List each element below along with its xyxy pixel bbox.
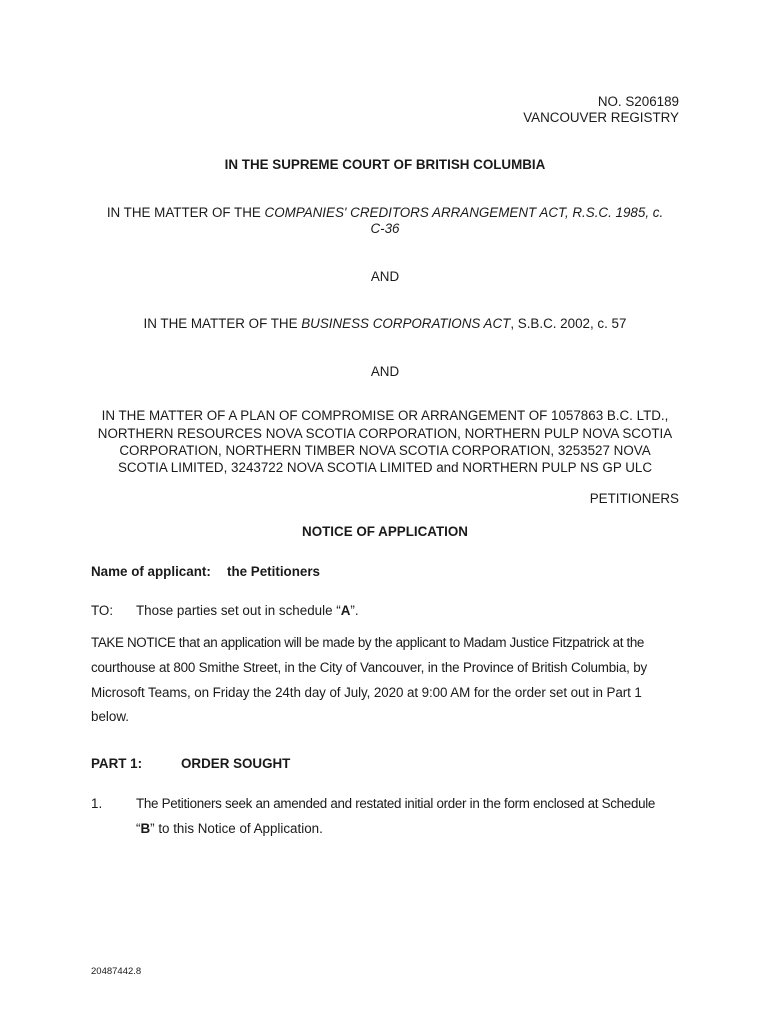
court-heading: IN THE SUPREME COURT OF BRITISH COLUMBIA: [224, 157, 546, 172]
applicant-label: Name of applicant:: [91, 564, 211, 579]
take-notice-line1: TAKE NOTICE that an application will be made by the applicant to Madam Justice Fitzpatrick at the: [91, 635, 645, 650]
matter-bca-suffix: , S.B.C. 2002, c. 57: [510, 316, 627, 331]
registry-name: VANCOUVER REGISTRY: [523, 110, 679, 125]
to-label: TO:: [91, 603, 114, 618]
item-text-rest: ” to this Notice of Application.: [150, 821, 323, 836]
to-schedule-letter: A: [340, 603, 351, 618]
item-schedule-letter: B: [140, 821, 151, 836]
item-open-quote: “: [136, 821, 141, 836]
item-text-line1: The Petitioners seek an amended and restated initial order in the form enclosed at Schedule: [136, 796, 656, 811]
matter-ccaa-line1: [0, 205, 770, 220]
applicant-value: the Petitioners: [227, 564, 321, 579]
and-separator-2: AND: [370, 364, 400, 379]
matter-plan-line3: CORPORATION, NORTHERN TIMBER NOVA SCOTIA CORPORATION, 3253527 NOVA: [119, 443, 651, 458]
matter-ccaa-act: COMPANIES' CREDITORS ARRANGEMENT ACT, R.S.C. 1985, c.: [264, 205, 664, 220]
item-text-line2: [136, 821, 323, 836]
party-designation: PETITIONERS: [589, 491, 679, 506]
take-notice-line2: courthouse at 800 Smithe Street, in the City of Vancouver, in the Province of British Columbia, by: [91, 660, 647, 675]
and-separator-1: AND: [370, 269, 400, 284]
matter-plan-line2: NORTHERN RESOURCES NOVA SCOTIA CORPORATION, NORTHERN PULP NOVA SCOTIA: [97, 426, 673, 441]
matter-ccaa-line2: C-36: [370, 221, 400, 236]
take-notice-line3: Microsoft Teams, on Friday the 24th day of July, 2020 at 9:00 AM for the order set out in Part 1: [91, 685, 642, 700]
matter-plan-line4: SCOTIA LIMITED, 3243722 NOVA SCOTIA LIMITED and NORTHERN PULP NS GP ULC: [117, 460, 653, 475]
to-text: [136, 603, 359, 618]
matter-bca-act: BUSINESS CORPORATIONS ACT: [301, 316, 511, 331]
document-reference-number: 20487442.8: [91, 966, 142, 977]
notice-title: NOTICE OF APPLICATION: [302, 524, 468, 539]
matter-bca-line: [0, 316, 770, 331]
take-notice-line4: below.: [91, 709, 129, 724]
matter-plan-line1: IN THE MATTER OF A PLAN OF COMPROMISE OR ARRANGEMENT OF 1057863 B.C. LTD.,: [101, 408, 669, 423]
matter-bca-prefix: IN THE MATTER OF THE: [143, 316, 302, 331]
case-number: NO. S206189: [597, 94, 679, 109]
to-text-after: ”.: [350, 603, 359, 618]
part-title: ORDER SOUGHT: [181, 756, 291, 771]
item-number: 1.: [91, 796, 103, 811]
to-text-before: Those parties set out in schedule “: [136, 603, 341, 618]
matter-ccaa-prefix: IN THE MATTER OF THE: [106, 205, 265, 220]
part-label: PART 1:: [91, 756, 143, 771]
